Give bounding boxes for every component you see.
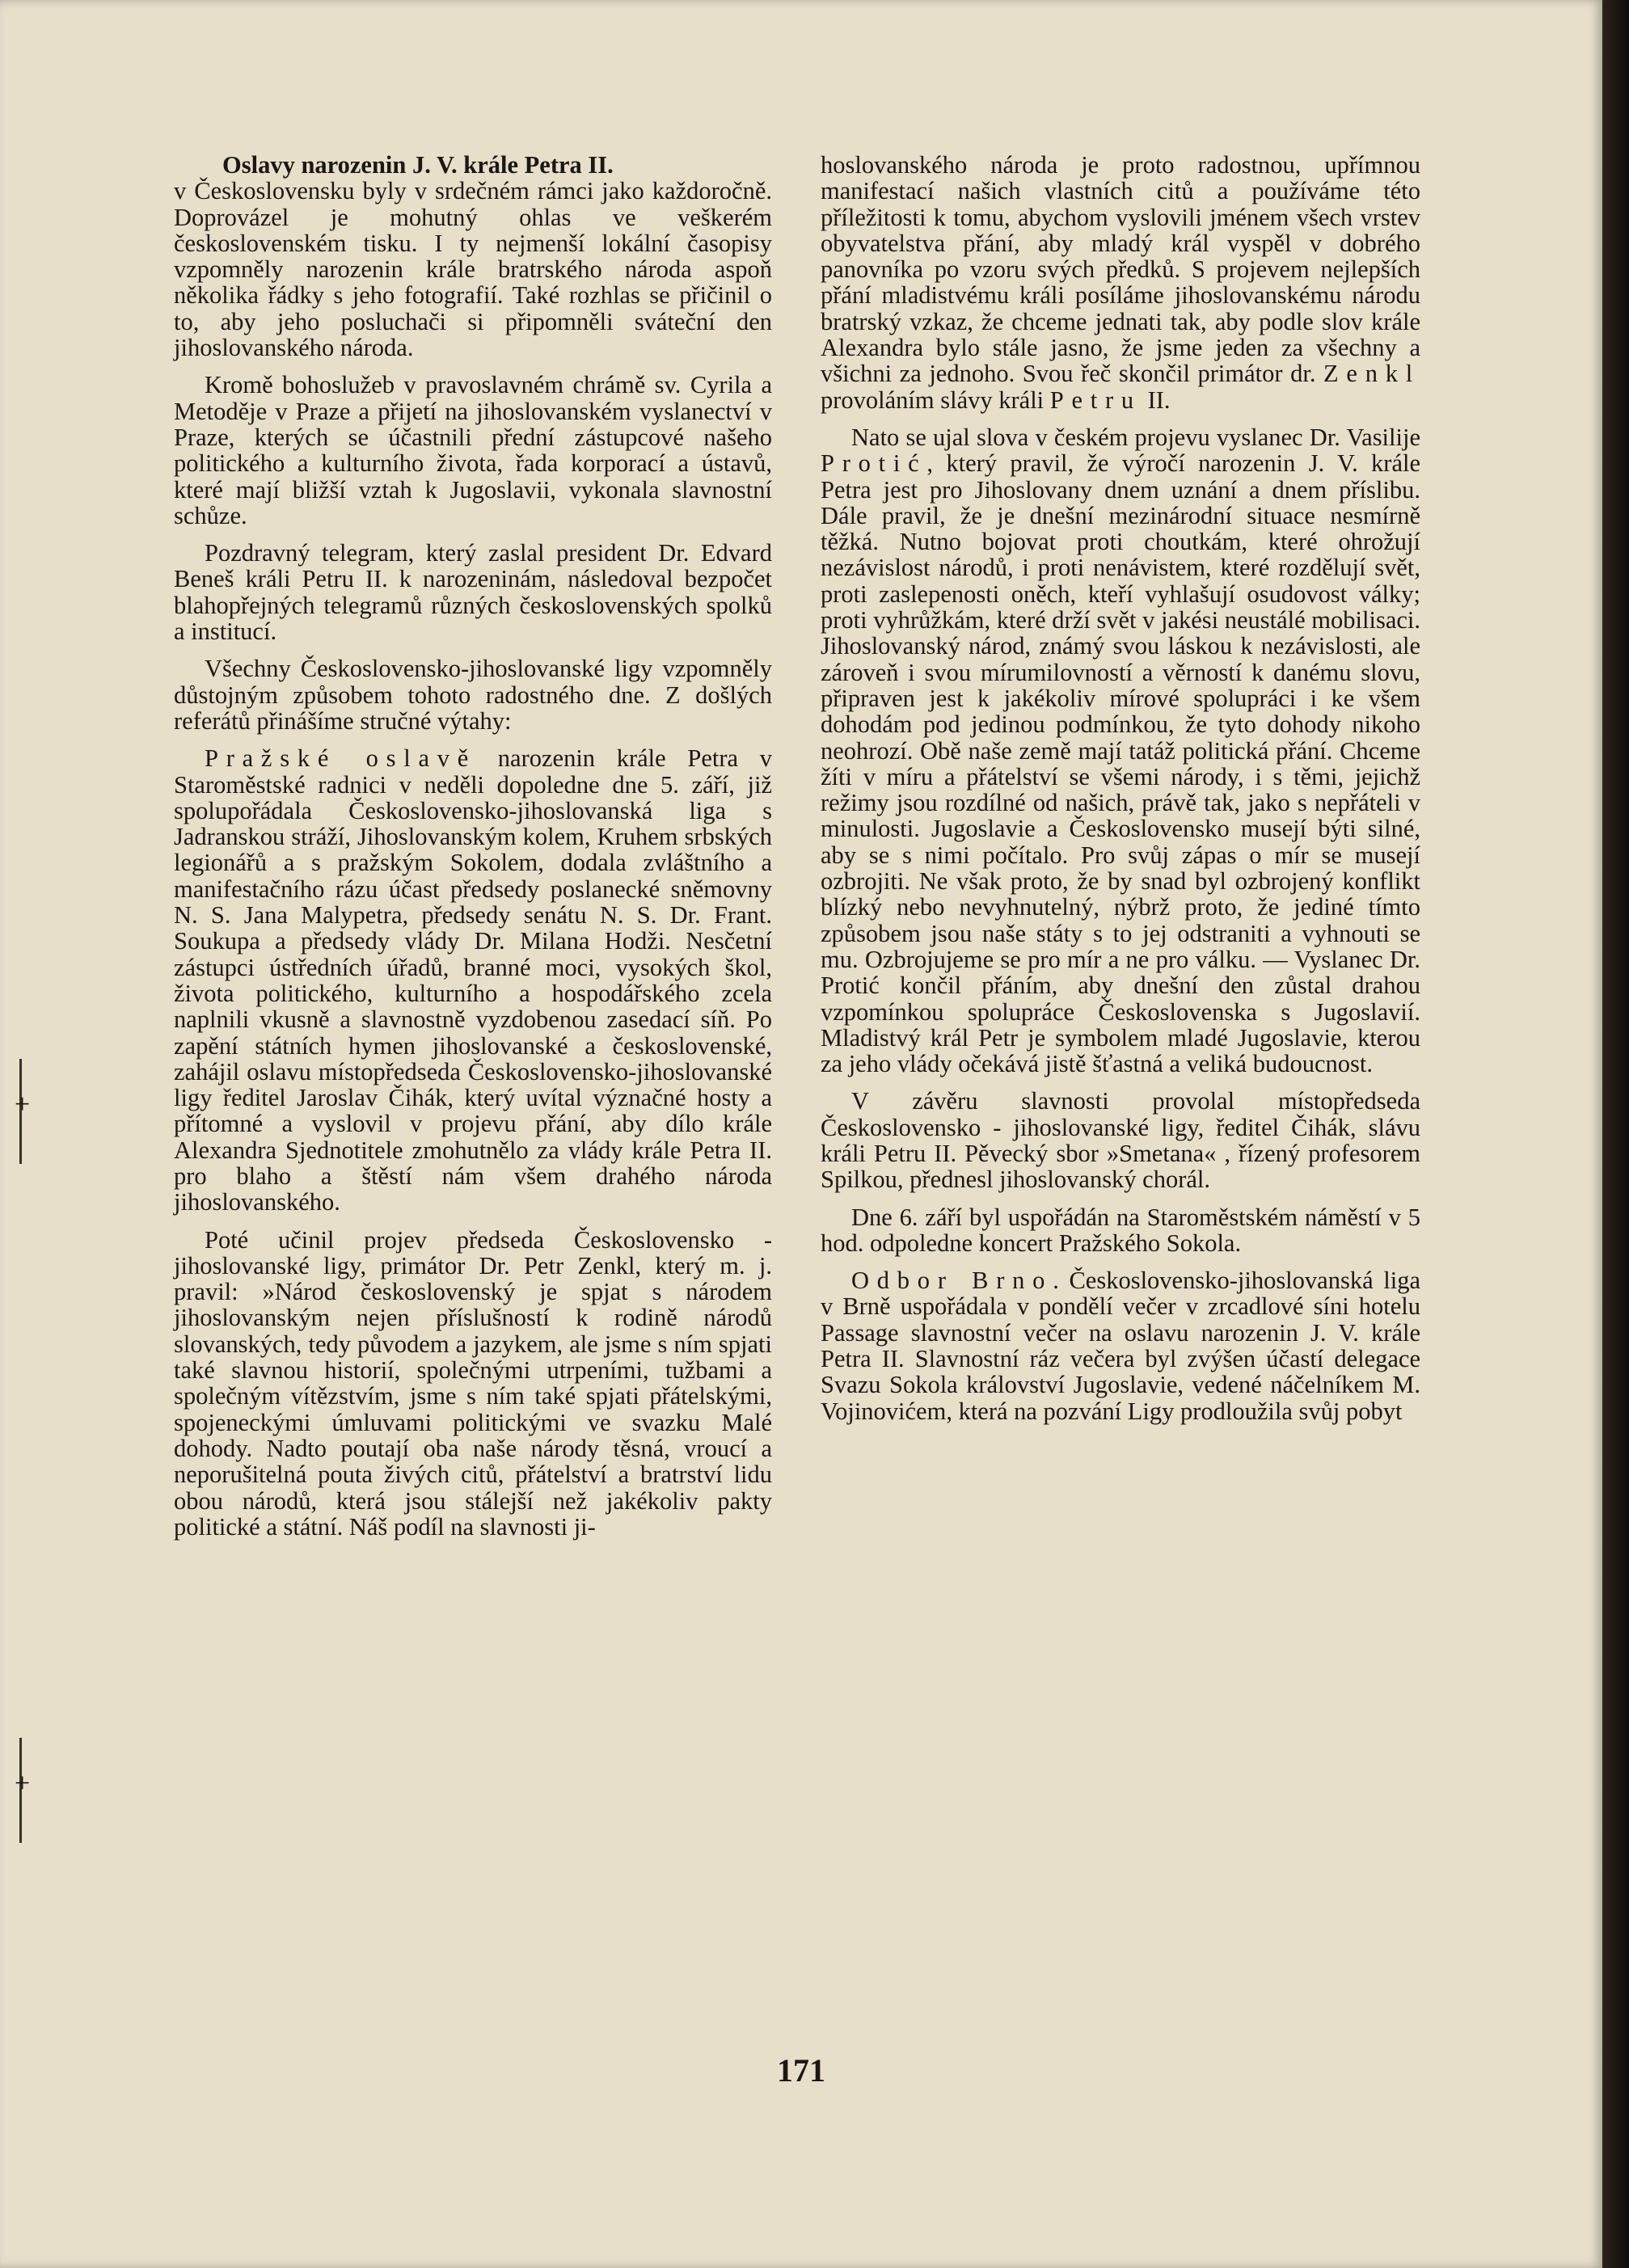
paragraph: Kromě bohoslužeb v pravoslavném chrámě sv. Cyrila a Metoděje v Praze a přijetí na jihoslovanském vyslanectví v Praze, kterých se účastnili přední zástupcové našeho politického a kulturního života, řada korporací a ústavů, které mají bližší vztah k Jugoslavii, vykonala slavnostní schůze. xyxy=(174,371,772,529)
paragraph: Pozdravný telegram, který zaslal president Dr. Edvard Beneš králi Petru II. k narozeninám, následoval bezpočet blahopřejných telegramů různých československých spolků a institucí. xyxy=(174,539,772,646)
article-title: Oslavy narozenin J. V. krále Petra II. xyxy=(222,151,614,179)
paragraph: Dne 6. září byl uspořádán na Staroměstském náměstí v 5 hod. odpoledne koncert Pražského Sokola. xyxy=(821,1203,1420,1257)
paragraph: Všechny Československo-jihoslovanské ligy vzpomněly důstojným způsobem tohoto radostného dne. Z došlých referátů přinášíme stručné výtahy: xyxy=(174,655,772,735)
right-column xyxy=(821,152,1420,1424)
margin-marker: + xyxy=(15,1090,31,1119)
page-edge xyxy=(1602,0,1629,2268)
paragraph: V závěru slavnosti provolal místopředseda Československo - jihoslovanské ligy, ředitel Čihák, slávu králi Petru II. Pěvecký sbor »Smetana« , řízený profesorem Spilkou, přednesl jihoslovanský chorál. xyxy=(821,1087,1420,1194)
page-number: 171 xyxy=(777,2052,825,2089)
left-column xyxy=(174,152,772,1540)
spaced-heading: Odbor Brno xyxy=(851,1267,1053,1295)
intro-text: v Československu byly v srdečném rámci jako každoročně. Doprovázel je mohutný ohlas ve veškerém československém tisku. I ty nejmenší lokální časopisy vzpomněly narozenin krále bratrského národa aspoň několika řádky s jeho fotografií. Také rozhlas se přičinil o to, aby jeho posluchači si připomněli sváteční den jihoslovanského národa. xyxy=(174,177,772,362)
paragraph: Nato se ujal slova v českém projevu vyslanec Dr. Vasilije Protić, který pravil, že výročí narozenin J. V. krále Petra jest pro Jihoslovany dnem uznání a dnem příslibu. Dále pravil, že je dnešní mezinárodní situace nesmírně těžká. Nutno bojovat proti choutkám, které ohrožují nezávislost národů, i proti nenávistem, které rozdělují svět, proti zaslepenosti oněch, kteří vyhlašují osudovost války; proti vyhrůžkám, které drží svět v jakési neustálé mobilisaci. Jihoslovanský národ, známý svou láskou k nezávislosti, ale zároveň i svou mírumilovností a věrností k danému slovu, připraven jest k jakékoliv mírové spolupráci i ke všem dohodám pod jedinou podmínkou, že tyto dohody nikoho neohrozí. Obě naše země mají tatáž politická přání. Chceme žíti v míru a přátelství se všemi národy, i s těmi, jejichž režimy jsou rozdílné od našich, právě tak, jako s nepřáteli v minulosti. Jugoslavie a Československo musejí býti silné, aby se s nimi počítalo. Pro svůj zápas o mír se musejí ozbrojiti. Ne však proto, že by snad byl ozbrojený konflikt blízký nebo nevyhnutelný, nýbrž proto, že jediné tímto způsobem jsou naše státy s to jej odstraniti a vyhnouti se mu. Ozbrojujeme se pro mír a ne pro válku. — Vyslanec Dr. Protić končil přáním, aby dnešní den zůstal drahou vzpomínkou spolupráce Československa s Jugoslavií. Mladistvý král Petr je symbolem mladé Jugoslavie, kterou za jeho vlády očekává jistě šťastná a veliká budoucnost. xyxy=(821,423,1420,1078)
article-intro xyxy=(174,152,772,360)
margin-marker: + xyxy=(15,1768,31,1798)
paragraph: Poté učinil projev předseda Československo - jihoslovanské ligy, primátor Dr. Petr Zenkl, který m. j. pravil: »Národ československý je spjat s národem jihoslovanským nejen příslušností k rodině národů slovanských, tedy původem a jazykem, ale jsme s ním spjati také slavnou historií, společnými utrpeními, tužbami a společným vítězstvím, jsme s ním také spjati přátelskými, spojeneckými úmluvami politickými ve svazku Malé dohody. Nadto poutají oba naše národy těsná, vroucí a neporušitelná pouta živých citů, přátelství a bratrství lidu obou národů, která jsou stálejší než jakékoliv pakty politické a státní. Náš podíl na slavnosti ji- xyxy=(174,1225,772,1541)
spaced-heading: Pražské oslavě xyxy=(205,744,477,773)
paragraph: Pražské oslavě narozenin krále Petra v Staroměstské radnici v neděli dopoledne dne 5. září, již spolupořádala Československo-jihoslovanská liga s Jadranskou stráží, Jihoslovanským kolem, Kruhem srbských legionářů a s pražským Sokolem, dodala zvláštního a manifestačního rázu účast předsedy poslanecké sněmovny N. S. Jana Malypetra, předsedy senátu N. S. Dr. Frant. Soukupa a předsedy vlády Dr. Milana Hodži. Nesčetní zástupci ústředních úřadů, branné moci, vysokých škol, života politického, kulturního a hospodářského zcela naplnili vkusně a slavnostně vyzdobenou zasedací síň. Po zapění státních hymen jihoslovanské a československé, zahájil oslavu místopředseda Československo-jihoslovanské ligy ředitel Jaroslav Čihák, který uvítal význačné hosty a přítomné a vyslovil v projevu přání, aby dílo krále Alexandra Sjednotitele zmohutnělo za vlády krále Petra II. pro blaho a štěstí nám všem drahého národa jihoslovanského. xyxy=(174,744,772,1216)
paragraph-continued: hoslovanského národa je proto radostnou, upřímnou manifestací našich vlastních citů a používáme této příležitosti k tomu, abychom vyslovili jménem všech vrstev obyvatelstva přání, aby mladý král vyspěl v dobrého panovníka po vzoru svých předků. S projevem nejlepších přání mladistvému králi posíláme jihoslovanskému národu bratrský vzkaz, že chceme jednati tak, aby podle slov krále Alexandra bylo stále jasno, že jsme jeden za všechny a všichni za jednoho. Svou řeč skončil primátor dr. Zenkl provoláním slávy králi Petru II. xyxy=(821,151,1420,414)
paragraph: Odbor Brno. Československo-jihoslovanská liga v Brně uspořádala v pondělí večer v zrcadlové síni hotelu Passage slavnostní večer na oslavu narozenin J. V. krále Petra II. Slavnostní ráz večera byl zvýšen účastí delegace Svazu Sokola království Jugoslavie, vedené náčelníkem M. Vojinovićem, která na pozvání Ligy prodloužila svůj pobyt xyxy=(821,1267,1420,1425)
